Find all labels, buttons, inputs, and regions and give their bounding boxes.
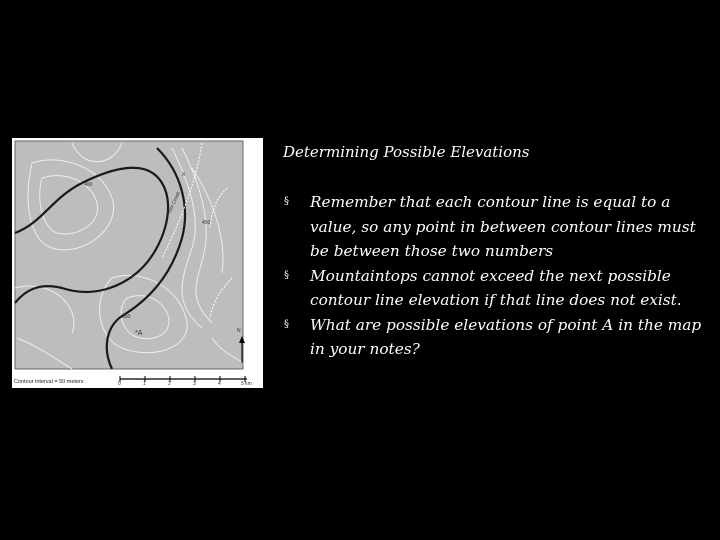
scale-tick-label: 5 km	[241, 381, 252, 387]
bullet-list	[283, 190, 713, 362]
elevation-label: 350	[122, 314, 131, 320]
slide-title: Determining Possible Elevations	[283, 143, 530, 161]
bullet-marker: §	[284, 269, 289, 281]
north-label: N	[237, 328, 241, 334]
elevation-label: 400	[84, 182, 93, 188]
contour-map-drawing	[12, 138, 263, 388]
scale-tick-label: 2	[168, 381, 171, 387]
elevation-label: X	[182, 172, 186, 178]
scale-tick-label: 0	[118, 381, 121, 387]
stream-label: Tom Creek	[166, 190, 182, 216]
bullet-item	[283, 190, 713, 264]
elevation-label: 450	[202, 220, 211, 226]
contour-map-figure	[12, 138, 263, 388]
bullet-text: What are possible elevations of point A in the map in your notes?	[310, 315, 702, 358]
bullet-text: Mountaintops cannot exceed the next possible contour line elevation if that line does not exist.	[310, 266, 682, 309]
bullet-text: Remember that each contour line is equal to a value, so any point in between contour lines must be between those two numbers	[310, 193, 696, 260]
contour-interval-legend: Contour interval = 50 meters	[14, 379, 84, 385]
bullet-item	[283, 313, 713, 362]
point-a-label: *A	[135, 330, 143, 337]
bullet-marker: §	[284, 196, 289, 207]
bullet-item	[283, 264, 713, 313]
scale-tick-label: 1	[143, 381, 146, 387]
scale-tick-label: 4	[218, 381, 221, 387]
scale-tick-label: 3	[193, 381, 196, 387]
bullet-marker: §	[284, 318, 289, 330]
